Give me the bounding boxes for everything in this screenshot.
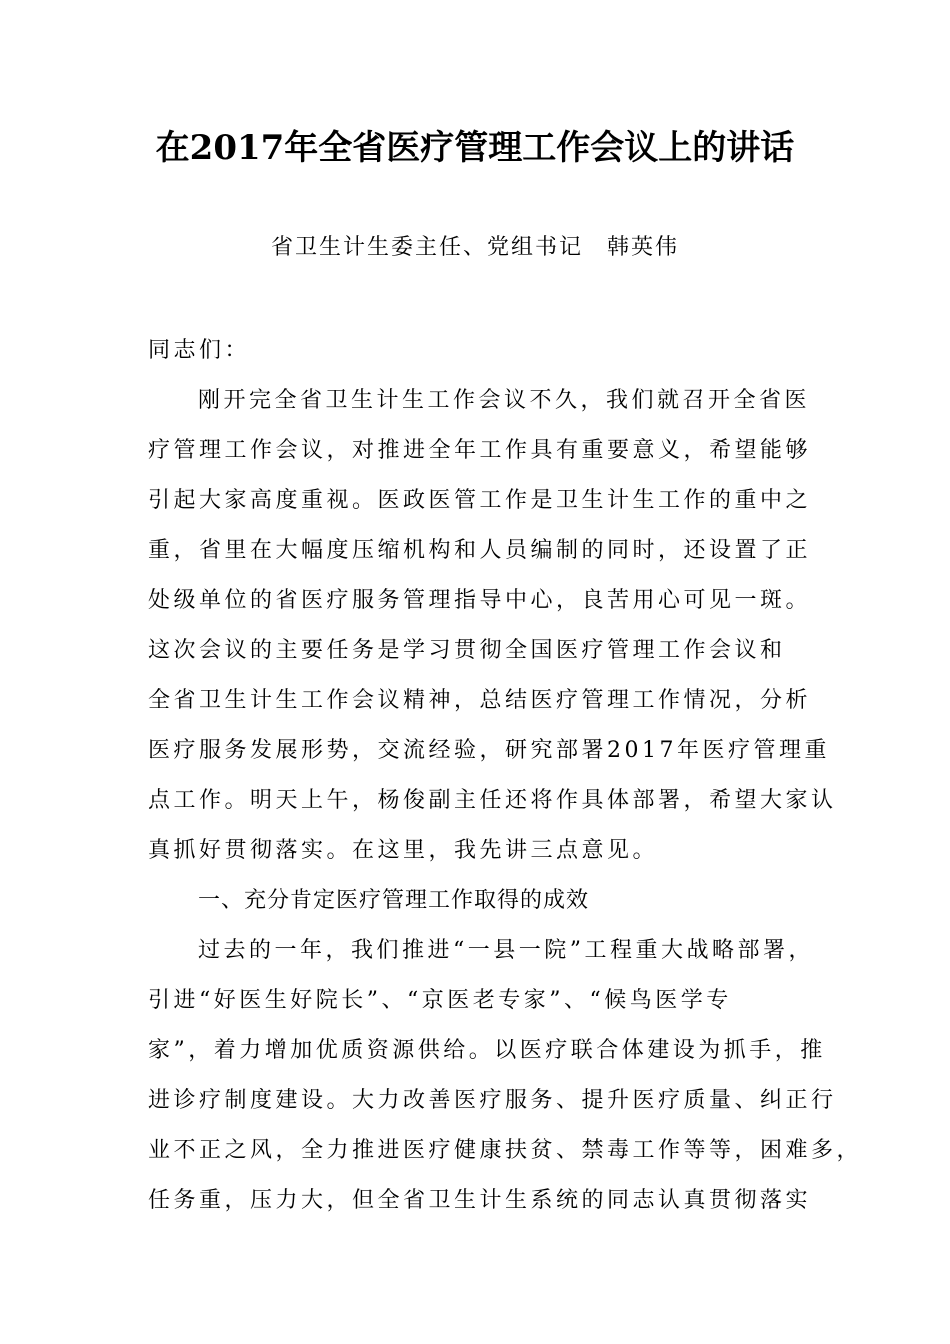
paragraph-line: 医疗服务发展形势，交流经验，研究部署2017年医疗管理重 bbox=[148, 738, 830, 763]
paragraph-line: 任务重，压力大，但全省卫生计生系统的同志认真贯彻落实 bbox=[148, 1188, 812, 1213]
paragraph-line: 刚开完全省卫生计生工作会议不久，我们就召开全省医 bbox=[198, 388, 811, 413]
paragraph-line: 引进“好医生好院长”、“京医老专家”、“候鸟医学专 bbox=[148, 988, 732, 1013]
salutation: 同志们： bbox=[148, 338, 251, 363]
paragraph-line: 进诊疗制度建设。大力改善医疗服务、提升医疗质量、纠正行 bbox=[148, 1088, 837, 1113]
paragraph-line: 业不正之风，全力推进医疗健康扶贫、禁毒工作等等，困难多， bbox=[148, 1138, 863, 1163]
paragraph-line: 家”，着力增加优质资源供给。以医疗联合体建设为抓手，推 bbox=[148, 1038, 826, 1063]
document-body bbox=[148, 326, 863, 1226]
paragraph-line: 过去的一年，我们推进“一县一院”工程重大战略部署， bbox=[198, 938, 814, 963]
paragraph-line: 重，省里在大幅度压缩机构和人员编制的同时，还设置了正 bbox=[148, 538, 812, 563]
document-title: 在2017年全省医疗管理工作会议上的讲话 bbox=[155, 128, 795, 168]
paragraph-line: 处级单位的省医疗服务管理指导中心，良苦用心可见一斑。 bbox=[148, 588, 812, 613]
section-heading: 一、充分肯定医疗管理工作取得的成效 bbox=[198, 888, 590, 913]
document-byline: 省卫生计生委主任、党组书记 韩英伟 bbox=[270, 235, 679, 260]
paragraph-line: 全省卫生计生工作会议精神，总结医疗管理工作情况，分析 bbox=[148, 688, 812, 713]
paragraph-line: 点工作。明天上午，杨俊副主任还将作具体部署，希望大家认 bbox=[148, 788, 837, 813]
paragraph-line: 真抓好贯彻落实。在这里，我先讲三点意见。 bbox=[148, 838, 659, 863]
paragraph-line: 引起大家高度重视。医政医管工作是卫生计生工作的重中之 bbox=[148, 488, 812, 513]
paragraph-line: 这次会议的主要任务是学习贯彻全国医疗管理工作会议和 bbox=[148, 638, 786, 663]
paragraph-line: 疗管理工作会议，对推进全年工作具有重要意义，希望能够 bbox=[148, 438, 812, 463]
